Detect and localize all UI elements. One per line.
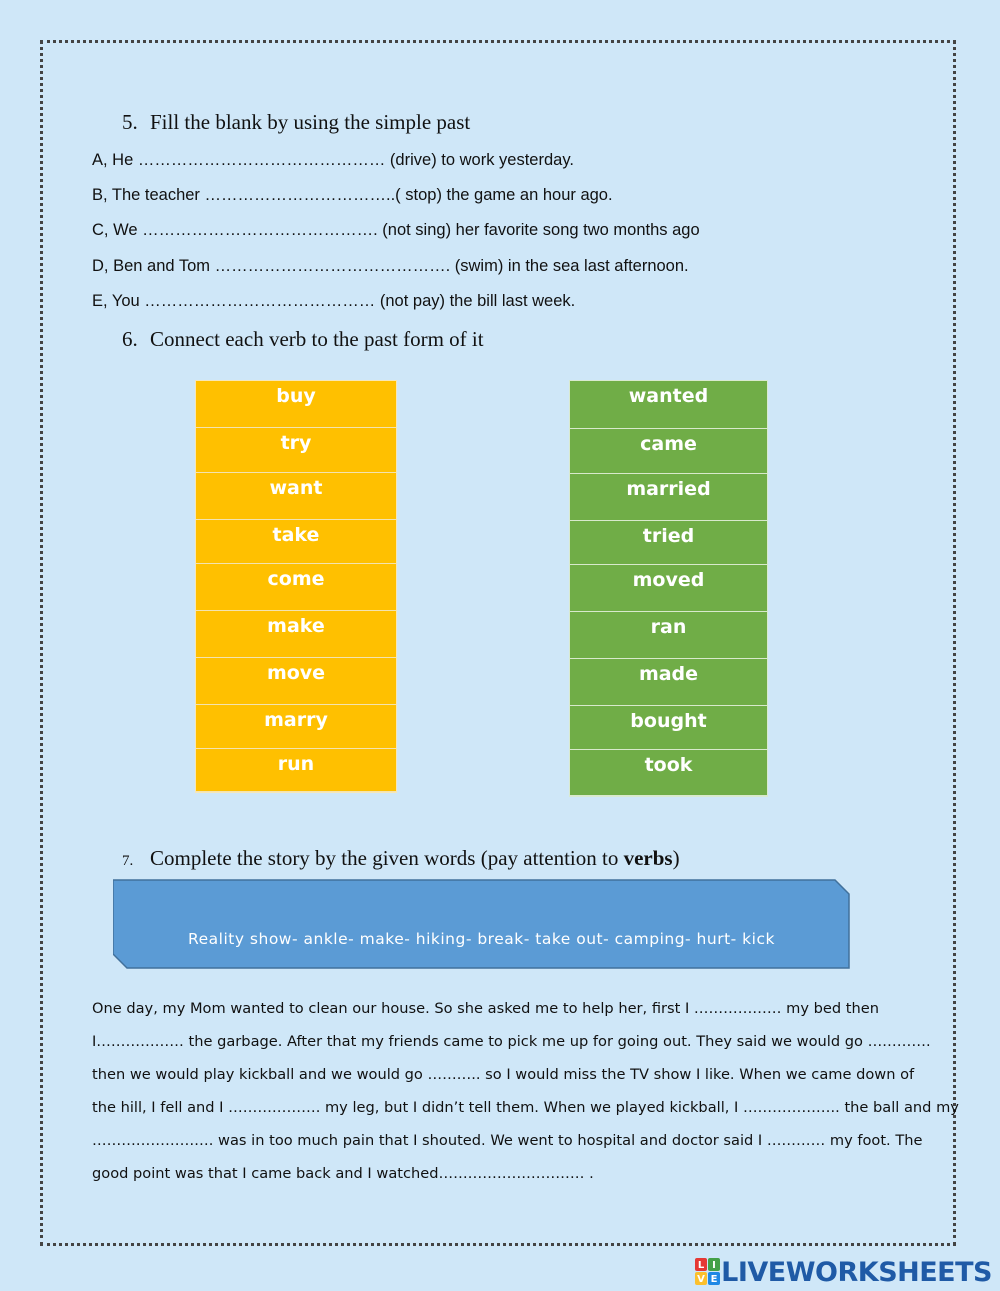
section6-number: 6. <box>122 327 138 351</box>
verbs-column <box>195 380 397 793</box>
past-form-cell[interactable]: married <box>570 474 767 521</box>
sentence-a: A, He ……………………………………… (drive) to work yesterday. <box>92 151 574 169</box>
svg-text:V: V <box>697 1274 706 1285</box>
logo-mark-icon <box>695 1258 721 1286</box>
story-text <box>92 992 959 1190</box>
svg-text:E: E <box>710 1274 718 1285</box>
story-line: the hill, I fell and I ………………. my leg, but I didn’t tell them. When we played kickball, I ……………….. the ball and my <box>92 1099 959 1116</box>
section7-heading <box>122 846 680 871</box>
past-form-cell[interactable]: wanted <box>570 381 767 429</box>
verb-cell[interactable]: run <box>196 749 396 792</box>
section5-number: 5. <box>122 110 138 134</box>
story-line: One day, my Mom wanted to clean our house. So she asked me to help her, first I ……………… my bed then <box>92 1000 879 1017</box>
past-form-cell[interactable]: moved <box>570 565 767 612</box>
verb-cell[interactable]: marry <box>196 705 396 749</box>
past-form-cell[interactable]: made <box>570 659 767 706</box>
verb-cell[interactable]: buy <box>196 381 396 428</box>
section7-number: 7. <box>122 853 134 869</box>
past-forms-column <box>569 380 768 797</box>
section5-title: Fill the blank by using the simple past <box>150 110 471 134</box>
past-form-cell[interactable]: ran <box>570 612 767 659</box>
section5-heading <box>122 110 470 135</box>
svg-text:I: I <box>712 1260 717 1271</box>
sentence-c: C, We ……………………………………. (not sing) her favorite song two months ago <box>92 221 700 239</box>
sentence-d: D, Ben and Tom ……………………………………. (swim) in the sea last afternoon. <box>92 257 689 275</box>
section7-title: Complete the story by the given words (pay attention to <box>150 846 624 870</box>
past-form-cell[interactable]: came <box>570 429 767 474</box>
verb-cell[interactable]: come <box>196 564 396 611</box>
section6-heading <box>122 327 484 352</box>
verb-cell[interactable]: make <box>196 611 396 658</box>
verb-cell[interactable]: want <box>196 473 396 520</box>
section6-title: Connect each verb to the past form of it <box>150 327 484 351</box>
verb-cell[interactable]: try <box>196 428 396 473</box>
story-line: good point was that I came back and I watched………………………… . <box>92 1165 594 1182</box>
svg-text:L: L <box>697 1260 705 1271</box>
verb-cell[interactable]: move <box>196 658 396 705</box>
word-bank-text: Reality show- ankle- make- hiking- break- take out- camping- hurt- kick <box>188 930 775 948</box>
section7-title-end: ) <box>672 846 680 870</box>
sentence-e: E, You …………………………………… (not pay) the bill last week. <box>92 292 576 310</box>
past-form-cell[interactable]: tried <box>570 521 767 565</box>
word-bank-shape <box>113 878 850 970</box>
story-line: I……………… the garbage. After that my friends came to pick me up for going out. They said we would go …………. <box>92 1033 931 1050</box>
liveworksheets-logo <box>695 1257 992 1287</box>
past-form-cell[interactable]: took <box>570 750 767 796</box>
word-bank-box <box>113 878 850 970</box>
story-line: then we would play kickball and we would go ……….. so I would miss the TV show I like. When we came down of <box>92 1066 915 1083</box>
section7-title-bold: verbs <box>623 846 673 870</box>
verb-cell[interactable]: take <box>196 520 396 564</box>
story-line: ……………………. was in too much pain that I shouted. We went to hospital and doctor said I ………… my foot. The <box>92 1132 923 1149</box>
past-form-cell[interactable]: bought <box>570 706 767 750</box>
sentence-b: B, The teacher ……………………………..( stop) the game an hour ago. <box>92 186 613 204</box>
logo-text: LIVEWORKSHEETS <box>721 1256 992 1288</box>
